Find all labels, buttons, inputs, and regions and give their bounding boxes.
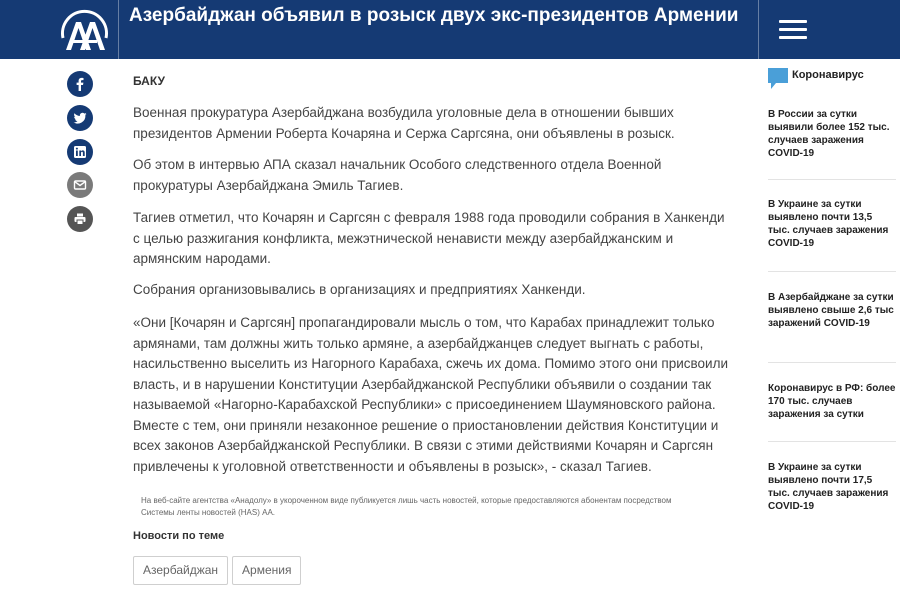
tag-list [133,556,301,585]
speech-bubble-icon [768,68,788,90]
print-icon [73,212,87,226]
sidebar-divider [768,362,896,363]
hamburger-menu-icon[interactable] [779,19,807,41]
sidebar-news-item[interactable]: В Украине за сутки выявлено почти 17,5 тыс. случаев заражения COVID-19 [768,462,889,512]
aa-logo-icon[interactable] [57,6,112,52]
print-button[interactable] [67,206,93,232]
linkedin-share-button[interactable] [67,139,93,165]
header-divider [118,0,119,59]
menu-zone [758,0,900,59]
sidebar-divider [768,179,896,180]
tag-azerbaijan[interactable]: Азербайджан [133,556,228,585]
article-paragraph: Военная прокуратура Азербайджана возбудила уголовные дела в отношении бывших президентов Армении Роберта Кочаряна и Сержа Саргсяна, они объявлены в розыск. [133,105,675,141]
article-paragraph: Об этом в интервью АПА сказал начальник Особого следственного отдела Военной прокуратуры Азербайджана Эмиль Тагиев. [133,157,662,193]
email-share-button[interactable] [67,172,93,198]
sidebar-divider [768,271,896,272]
twitter-share-button[interactable] [67,105,93,131]
email-icon [73,178,87,192]
article-quote-paragraph: «Они [Кочарян и Саргсян] пропагандировали мысль о том, что Карабах принадлежит только армянами, там должны жить только армяне, а азербайджанцев следует выгнать с работы, насильственно выселить из Нагорного Карабаха, сжечь их дома. Помимо этого они присвоили власть, и в нарушении Конституции Азербайджанской Республики объявили о создании так называемой «Нагорно-Карабахской Республики» с присоединением Шаумяновского района. Вместе с тем, они приняли незаконное решение о приостановлении действия Конституции и всех законов Азербайджанской Республики. В связи с этими действиями Кочарян и Саргсян привлечены к уголовной ответственности и объявлены в розыск», - сказал Тагиев. [133,315,728,474]
facebook-share-button[interactable] [67,71,93,97]
article-paragraph: Собрания организовывались в организациях и предприятиях Ханкенди. [133,282,586,297]
sidebar-news-item[interactable]: Коронавирус в РФ: более 170 тыс. случаев заражения за сутки [768,383,896,420]
sidebar-title: Коронавирус [792,69,864,81]
article-dateline: БАКУ [133,74,165,88]
tag-armenia[interactable]: Армения [232,556,301,585]
related-news-title: Новости по теме [133,530,225,542]
facebook-icon [73,77,87,91]
sidebar-news-item[interactable]: В Азербайджане за сутки выявлено свыше 2,6 тыс заражений COVID-19 [768,292,894,329]
article-disclaimer: На веб-сайте агентства «Анадолу» в укороченном виде публикуется лишь часть новостей, которые предоставляются абонентам посредством Системы ленты новостей (HAS) АА. [141,496,672,517]
linkedin-icon [73,145,87,159]
site-header [0,0,900,59]
page-title: Азербайджан объявил в розыск двух экс-президентов Армении [129,5,739,26]
article-paragraph: Тагиев отметил, что Кочарян и Саргсян с февраля 1988 года проводили собрания в Ханкенди с целью разжигания конфликта, межэтнической ненависти между азербайджанским и армянским народами. [133,210,725,266]
sidebar-divider [768,441,896,442]
sidebar-header [768,66,896,88]
sidebar-news-item[interactable]: В России за сутки выявили более 152 тыс. случаев заражения COVID-19 [768,109,890,159]
sidebar-news-item[interactable]: В Украине за сутки выявлено почти 13,5 тыс. случаев заражения COVID-19 [768,199,889,249]
twitter-icon [73,111,87,125]
